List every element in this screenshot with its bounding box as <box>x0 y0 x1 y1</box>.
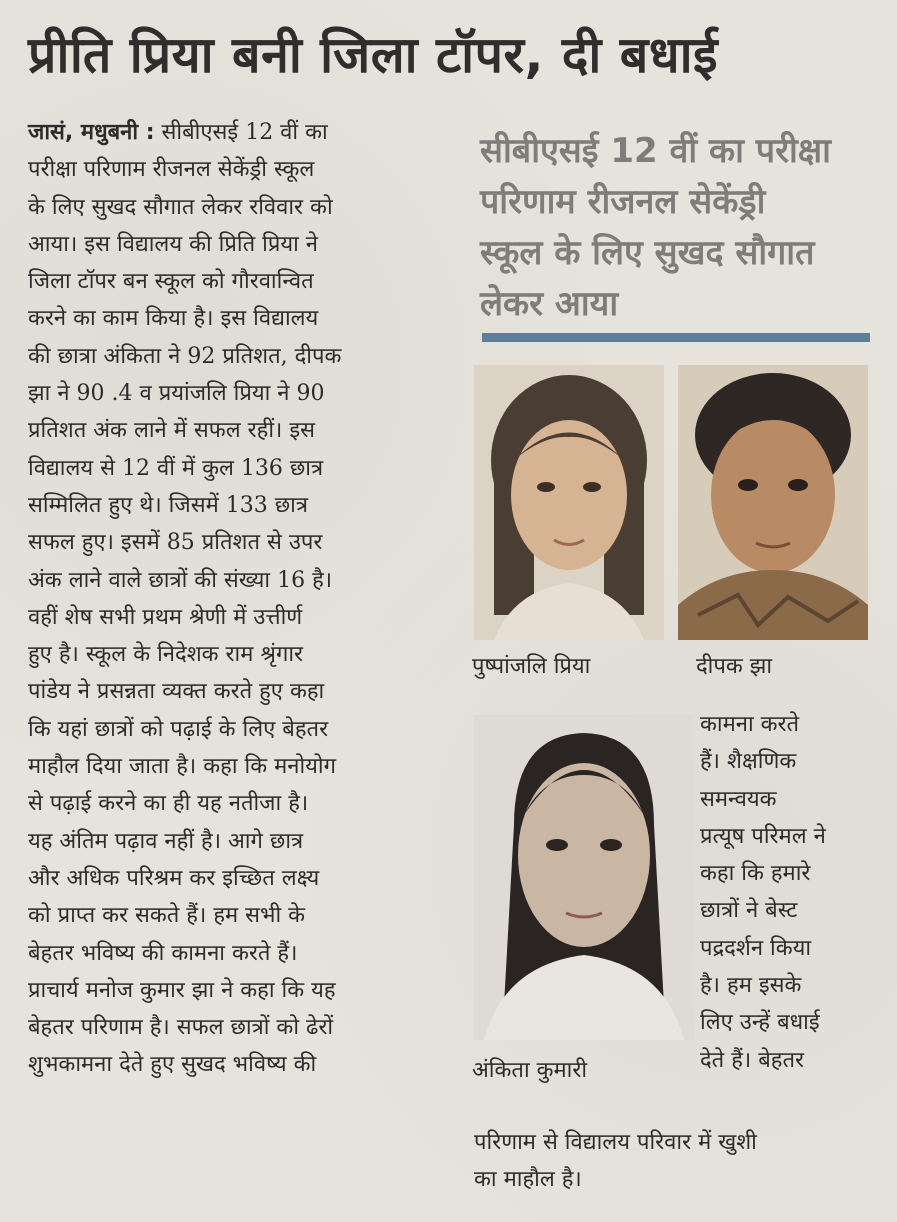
body-line: यह अंतिम पढ़ाव नहीं है। आगे छात्र <box>28 828 304 854</box>
body-line: कि यहां छात्रों को पढ़ाई के लिए बेहतर <box>28 716 329 742</box>
side-line: देते हैं। बेहतर <box>700 1047 805 1073</box>
article-body <box>28 114 448 1084</box>
body-line: झा ने 90 .4 व प्रयांजलि प्रिया ने 90 <box>28 381 325 407</box>
side-line: हैं। शैक्षणिक <box>700 749 797 775</box>
body-line: विद्यालय से 12 वीं में कुल 136 छात्र <box>28 455 324 481</box>
portrait-boy-icon <box>678 365 868 640</box>
body-line: माहौल दिया जाता है। कहा कि मनोयोग <box>28 754 337 780</box>
bottom-line: परिणाम से विद्यालय परिवार में खुशी <box>474 1130 757 1155</box>
side-line: छात्रों ने बेस्ट <box>700 898 798 924</box>
article-side-column <box>700 706 880 1079</box>
body-line: पांडेय ने प्रसन्नता व्यक्त करते हुए कहा <box>28 679 325 705</box>
body-line: सफल हुए। इसमें 85 प्रतिशत से उपर <box>28 530 323 556</box>
body-line: शुभकामना देते हुए सुखद भविष्य की <box>28 1052 317 1078</box>
body-line: अंक लाने वाले छात्रों की संख्या 16 है। <box>28 567 333 593</box>
body-line: परीक्षा परिणाम रीजनल सेकेंड्री स्कूल <box>28 157 315 183</box>
headline: प्रीति प्रिया बनी जिला टॉपर, दी बधाई <box>28 26 719 84</box>
body-line: जिला टॉपर बन स्कूल को गौरवान्वित <box>28 269 314 295</box>
side-line: है। हम इसके <box>700 973 802 999</box>
photo-ankita-kumari <box>474 715 694 1040</box>
pull-quote <box>480 126 880 330</box>
pull-quote-line: लेकर आया <box>480 284 619 324</box>
article-bottom-text <box>474 1124 874 1199</box>
body-line: की छात्रा अंकिता ने 92 प्रतिशत, दीपक <box>28 343 342 369</box>
body-line: से पढ़ाई करने का ही यह नतीजा है। <box>28 791 309 817</box>
body-line: और अधिक परिश्रम कर इच्छित लक्ष्य <box>28 865 320 891</box>
body-line: वहीं शेष सभी प्रथम श्रेणी में उत्तीर्ण <box>28 604 303 630</box>
photo-deepak-jha <box>678 365 868 640</box>
side-line: कामना करते <box>700 712 800 737</box>
body-line: प्राचार्य मनोज कुमार झा ने कहा कि यह <box>28 977 336 1003</box>
photo-caption: अंकिता कुमारी <box>472 1058 588 1083</box>
portrait-girl-icon <box>474 365 664 640</box>
body-line: के लिए सुखद सौगात लेकर रविवार को <box>28 194 333 220</box>
side-line: प्रत्यूष परिमल ने <box>700 823 826 849</box>
body-line: सम्मिलित हुए थे। जिसमें 133 छात्र <box>28 492 308 518</box>
photo-caption: दीपक झा <box>696 654 773 679</box>
body-line: प्रतिशत अंक लाने में सफल रहीं। इस <box>28 418 316 444</box>
side-line: लिए उन्हें बधाई <box>700 1010 820 1036</box>
pull-quote-line: सीबीएसई 12 वीं का परीक्षा <box>480 131 831 171</box>
side-line: पद्रदर्शन किया <box>700 935 812 961</box>
dateline: जासं, मधुबनी : <box>28 120 155 145</box>
body-line: हुए है। स्कूल के निदेशक राम श्रृंगार <box>28 642 304 668</box>
photo-pushpanjali-priya <box>474 365 664 640</box>
body-line: जासं, मधुबनी : सीबीएसई 12 वीं का <box>28 120 328 145</box>
side-line: कहा कि हमारे <box>700 861 811 887</box>
pull-quote-line: स्कूल के लिए सुखद सौगात <box>480 233 815 273</box>
side-line: समन्वयक <box>700 786 777 812</box>
body-line: बेहतर परिणाम है। सफल छात्रों को ढेरों <box>28 1015 334 1041</box>
body-line: करने का काम किया है। इस विद्यालय <box>28 306 319 332</box>
portrait-girl-icon <box>474 715 694 1040</box>
body-line: आया। इस विद्यालय की प्रिति प्रिया ने <box>28 231 319 257</box>
photo-caption: पुष्पांजलि प्रिया <box>472 654 591 679</box>
pull-quote-line: परिणाम रीजनल सेकेंड्री <box>480 182 766 222</box>
divider-rule <box>482 333 870 342</box>
body-line: बेहतर भविष्य की कामना करते हैं। <box>28 940 298 966</box>
bottom-line: का माहौल है। <box>474 1167 582 1193</box>
body-line: को प्राप्त कर सकते हैं। हम सभी के <box>28 903 306 929</box>
